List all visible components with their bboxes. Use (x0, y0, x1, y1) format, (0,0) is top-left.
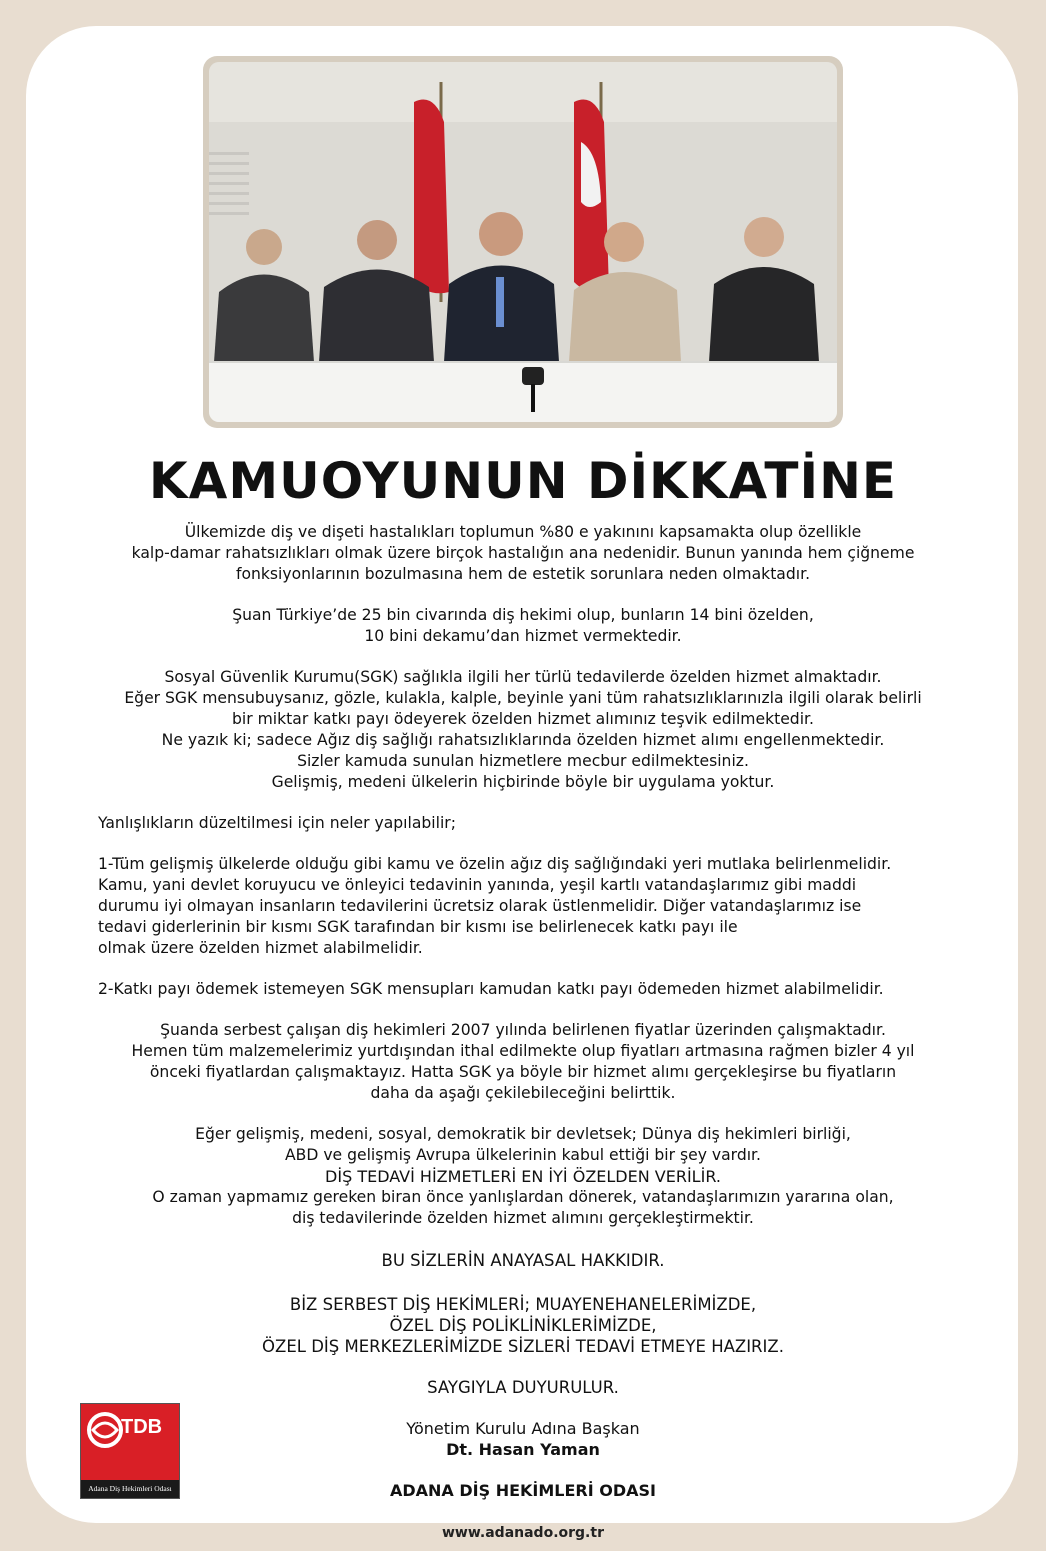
group-photo-illustration (209, 62, 837, 422)
paragraph-dentists: Şuan Türkiye’de 25 bin civarında diş hekimi olup, bunların 14 bini özelden, 10 bini dekamu’dan hizmet vermektedir. (232, 606, 814, 645)
paragraph-sgk: Sosyal Güvenlik Kurumu(SGK) sağlıkla ilgili her türlü tedavilerde özelden hizmet almaktadır. Eğer SGK mensubuysanız, gözle, kulakla, kalple, beyinle yani tüm rahatsızlıklarınızla ilgili olarak belirli bir miktar katkı payı ödeyerek özelden hizmet alımınız teşvik edilmektedir. Ne yazık ki; sadece Ağız diş sağlığı rahatsızlıklarında özelden hizmet alımı engellenmektedir. Sizler kamuda sunulan hizmetlere mecbur edilmektesiniz. Gelişmiş, medeni ülkelerin hiçbirinde böyle bir uygulama yoktur. (124, 668, 922, 791)
announcement-body (60, 522, 986, 1249)
ready-statement: BİZ SERBEST DİŞ HEKİMLERİ; MUAYENEHANELERİMİZDE, ÖZEL DİŞ POLİKLİNİKLERİMİZDE, ÖZEL DİŞ MERKEZLERİMİZDE SİZLERİ TEDAVİ ETMEYE HAZIRIZ. (262, 1295, 784, 1356)
signature-role: Yönetim Kurulu Adına Başkan (406, 1419, 640, 1438)
organization-name: ADANA DİŞ HEKİMLERİ ODASI (389, 1481, 657, 1500)
tdb-emblem-icon (85, 1410, 125, 1450)
paragraph-developed: Eğer gelişmiş, medeni, sosyal, demokratik bir devletsek; Dünya diş hekimleri birliği, ABD ve gelişmiş Avrupa ülkelerinin kabul ettiği bir şey vardır. (195, 1125, 851, 1164)
paragraph-item-2: 2-Katkı payı ödemek istemeyen SGK mensupları kamudan katkı payı ödemeden hizmet alabilmelidir. (98, 980, 884, 998)
logo-caption: Adana Diş Hekimleri Odası (81, 1480, 179, 1498)
rights-statement: BU SİZLERİN ANAYASAL HAKKIDIR. (381, 1251, 665, 1270)
paragraph-prices: Şuanda serbest çalışan diş hekimleri 2007 yılında belirlenen fiyatlar üzerinden çalışmaktadır. Hemen tüm malzemelerimiz yurtdışından ithal edilmekte olup fiyatları artmasına rağmen bizler 4 yıl önceki fiyatlardan çalışmaktayız. Hatta SGK ya böyle bir hizmet alımı gerçekleşirse bu fiyatların daha da aşağı çekilebileceğini belirttik. (131, 1021, 915, 1102)
paragraph-question: Yanlışlıkların düzeltilmesi için neler yapılabilir; (98, 814, 456, 832)
respect-statement: SAYGIYLA DUYURULUR. (427, 1378, 619, 1397)
signature-name: Dt. Hasan Yaman (446, 1440, 600, 1459)
group-photo (203, 56, 843, 428)
paragraph-intro: Ülkemizde diş ve dişeti hastalıkları toplumun %80 e yakınını kapsamakta olup özellikle kalp-damar rahatsızlıkları olmak üzere birçok hastalığın ana nedenidir. Bunun yanında hem çiğneme fonksiyonlarının bozulmasına hem de estetik sorunlara neden olmaktadır. (131, 523, 915, 583)
paragraph-conclusion: O zaman yapmamız gereken biran önce yanlışlardan dönerek, vatandaşlarımızın yararına olan, diş tedavilerinde özelden hizmet alımını gerçekleştirmektir. (152, 1188, 894, 1227)
logo-text: TDB (121, 1416, 163, 1438)
tdb-logo (80, 1403, 180, 1499)
website-link[interactable]: www.adanado.org.tr (442, 1525, 604, 1541)
emphasis-statement: DİŞ TEDAVİ HİZMETLERİ EN İYİ ÖZELDEN VERİLİR. (325, 1167, 721, 1186)
page-title: KAMUOYUNUN DİKKATİNE (148, 452, 898, 510)
paragraph-item-1: 1-Tüm gelişmiş ülkelerde olduğu gibi kamu ve özelin ağız diş sağlığındaki yeri mutlaka belirlenmelidir. Kamu, yani devlet koruyucu ve önleyici tedavinin yanında, yeşil kartlı vatandaşlarımız gibi maddi durumu iyi olmayan insanların tedavilerini ücretsiz olarak üstlenmelidir. Diğer vatandaşlarımız ise tedavi giderlerinin bir kısmı SGK tarafından bir kısmı ise belirlenecek katkı payı ile olmak üzere özelden hizmet alabilmelidir. (98, 855, 892, 957)
